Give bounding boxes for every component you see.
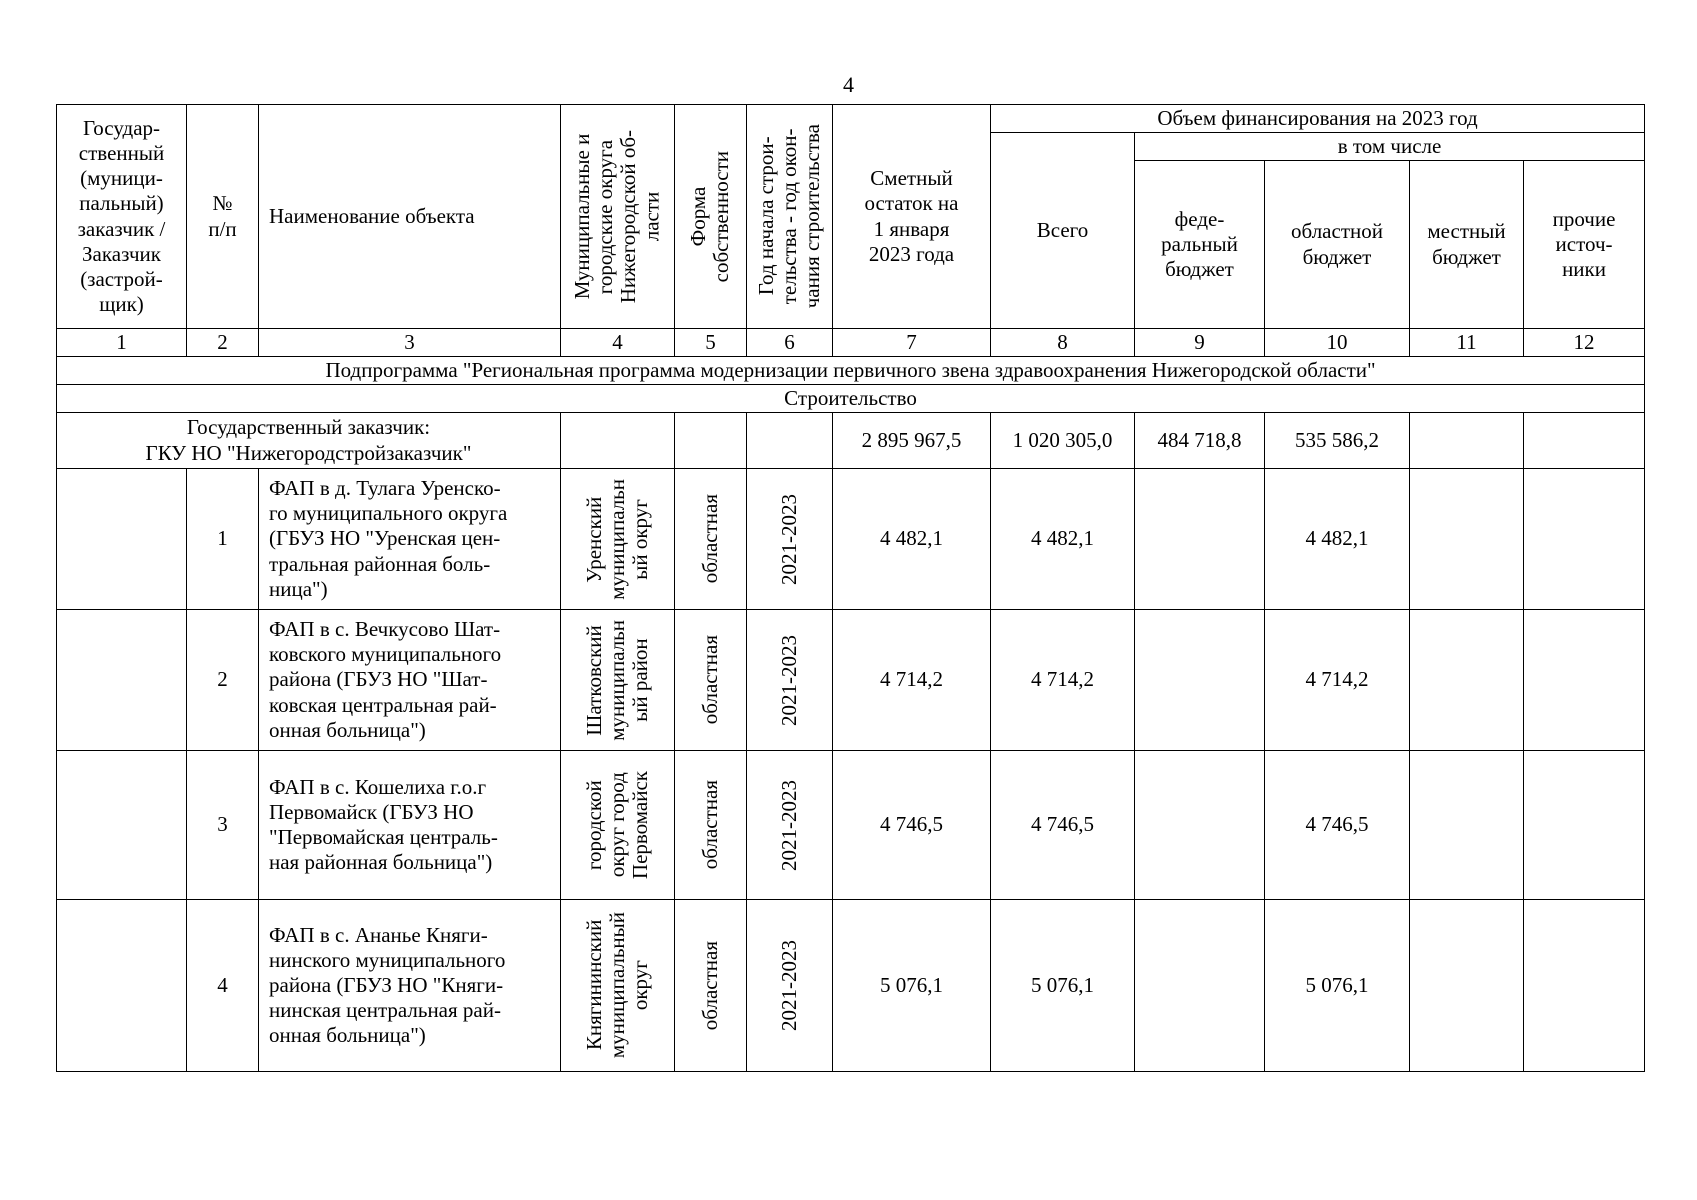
estimate: 4 482,1 (833, 469, 991, 610)
column-number: 3 (259, 329, 561, 357)
header-years-line: тельства - год окон- (776, 128, 801, 305)
header-estimate (833, 105, 991, 329)
table-cell (1524, 469, 1645, 610)
years-text: 2021-2023 (776, 493, 801, 585)
header-federal (1135, 161, 1265, 329)
header-regional (1265, 161, 1410, 329)
customer-label-line: ГКУ НО "Нижегородстройзаказчик" (145, 440, 472, 465)
object-name-line: ковская центральная рай- (269, 692, 497, 717)
header-customer-line: заказчик / (77, 216, 166, 241)
customer-total: 1 020 305,0 (991, 413, 1135, 469)
object-name-line: ница") (269, 576, 328, 601)
header-district-line: Нижегородской об- (616, 129, 641, 304)
estimate: 4 714,2 (833, 610, 991, 751)
ownership (675, 469, 747, 610)
ownership-text: областная (697, 780, 722, 870)
header-district-line: Муниципальные и (570, 133, 595, 300)
ownership-text: областная (697, 940, 722, 1031)
header-years (747, 105, 833, 329)
header-ownership (675, 105, 747, 329)
regional: 4 482,1 (1265, 469, 1410, 610)
table-cell (57, 900, 187, 1072)
column-number-row (57, 329, 1645, 357)
header-district-line: ласти (639, 191, 664, 242)
header-number (187, 105, 259, 329)
object-name-line: района (ГБУЗ НО "Княги- (269, 972, 504, 997)
district (561, 469, 675, 610)
district-line: Первомайск (628, 770, 653, 880)
page-number: 4 (843, 72, 854, 97)
table-cell (57, 469, 187, 610)
district-line: муниципальн (604, 478, 629, 600)
customer-regional: 535 586,2 (1265, 413, 1410, 469)
table-row (57, 469, 1645, 610)
years-text: 2021-2023 (776, 940, 801, 1031)
header-ownership-line: собственности (709, 150, 734, 283)
header-customer-line: Заказчик (82, 241, 161, 266)
column-number: 1 (57, 329, 187, 357)
row-number: 3 (187, 751, 259, 900)
column-number: 5 (675, 329, 747, 357)
column-number: 4 (561, 329, 675, 357)
table-cell (1410, 751, 1524, 900)
customer-federal: 484 718,8 (1135, 413, 1265, 469)
ownership-text: областная (697, 635, 722, 725)
years-text: 2021-2023 (776, 779, 801, 871)
district (561, 610, 675, 751)
header-object-name: Наименование объекта (259, 105, 561, 329)
table-cell (1135, 610, 1265, 751)
regional: 4 746,5 (1265, 751, 1410, 900)
district-line: муниципальн (604, 619, 629, 741)
header-local-line: местный (1427, 219, 1506, 244)
header-regional-line: областной (1291, 219, 1383, 244)
district-line: Шатковский (581, 624, 606, 736)
header-federal-line: бюджет (1165, 257, 1234, 282)
column-number: 7 (833, 329, 991, 357)
object-name-line: "Первомайская централь- (269, 825, 498, 849)
object-name-line: ФАП в с. Кошелиха г.о.г (269, 774, 487, 799)
header-customer-line: (застрой- (80, 266, 163, 291)
total: 4 746,5 (991, 751, 1135, 900)
header-other-line: прочие (1552, 206, 1616, 231)
header-total: Всего (991, 133, 1135, 329)
header-district-line: городские округа (593, 139, 618, 294)
table-cell (1410, 900, 1524, 1072)
district (561, 900, 675, 1072)
regional: 5 076,1 (1265, 900, 1410, 1072)
customer-row (57, 413, 1645, 469)
header-other-line: источ- (1555, 231, 1613, 256)
years (747, 900, 833, 1072)
district-line: округ (628, 960, 653, 1011)
table-cell (561, 413, 675, 469)
header-years-line: Год начала строи- (753, 137, 778, 296)
district-line: ый округ (628, 498, 653, 580)
column-number: 10 (1265, 329, 1410, 357)
object-name-line: ФАП в с. Вечкусово Шат- (269, 617, 501, 642)
years-text: 2021-2023 (776, 634, 801, 726)
column-number: 12 (1524, 329, 1645, 357)
funding-table (56, 104, 1645, 1072)
header-estimate-line: 1 января (873, 216, 950, 241)
table-row (57, 751, 1645, 900)
header-other-line: ники (1562, 257, 1606, 282)
header-customer-line: пальный) (79, 191, 164, 216)
table-cell (57, 751, 187, 900)
column-number: 8 (991, 329, 1135, 357)
object-name (259, 469, 561, 610)
customer-label (57, 413, 561, 469)
ownership (675, 900, 747, 1072)
header-customer (57, 105, 187, 329)
column-number: 6 (747, 329, 833, 357)
district (561, 751, 675, 900)
header-other (1524, 161, 1645, 329)
header-customer-line: ственный (78, 140, 165, 165)
object-name-line: онная больница") (269, 1023, 426, 1048)
header-including: в том числе (1135, 133, 1645, 161)
object-name-line: ФАП в д. Тулага Уренско- (269, 476, 501, 501)
object-name (259, 751, 561, 900)
header-local-line: бюджет (1432, 244, 1501, 269)
header-customer-line: щик) (99, 292, 144, 317)
header-ownership-line: Форма (686, 186, 711, 247)
object-name-line: нинского муниципального (269, 947, 506, 972)
years (747, 610, 833, 751)
years (747, 751, 833, 900)
object-name-line: тральная районная боль- (269, 551, 491, 576)
object-name-line: (ГБУЗ НО "Уренская цен- (269, 526, 501, 551)
header-estimate-line: Сметный (870, 166, 953, 191)
table-row (57, 900, 1645, 1072)
table-cell (1135, 469, 1265, 610)
total: 5 076,1 (991, 900, 1135, 1072)
district-line: округ город (604, 772, 629, 878)
column-number: 11 (1410, 329, 1524, 357)
table-cell (1135, 900, 1265, 1072)
header-district (561, 105, 675, 329)
header-estimate-line: 2023 года (868, 241, 955, 266)
header-local (1410, 161, 1524, 329)
table-cell (1135, 751, 1265, 900)
table-cell (747, 413, 833, 469)
header-federal-line: ральный (1161, 231, 1238, 256)
header-funding: Объем финансирования на 2023 год (991, 105, 1645, 133)
table-row (57, 610, 1645, 751)
table-cell (1410, 610, 1524, 751)
column-number: 2 (187, 329, 259, 357)
section-row (57, 385, 1645, 413)
object-name-line: Первомайск (ГБУЗ НО (269, 799, 474, 824)
header-number-line: № (212, 191, 233, 216)
object-name-line: ковского муниципального (269, 642, 502, 667)
row-number: 2 (187, 610, 259, 751)
object-name (259, 900, 561, 1072)
object-name-line: ная районная больница") (269, 850, 493, 875)
header-number-line: п/п (208, 216, 237, 241)
table-cell (1410, 469, 1524, 610)
row-number: 4 (187, 900, 259, 1072)
table-cell (1524, 610, 1645, 751)
object-name-line: го муниципального округа (269, 501, 508, 526)
district-line: ый район (628, 638, 653, 722)
customer-label-line: Государственный заказчик: (186, 415, 431, 440)
header-row-1 (57, 105, 1645, 133)
district-line: городской (581, 780, 606, 870)
row-number: 1 (187, 469, 259, 610)
object-name-line: нинская центральная рай- (269, 998, 501, 1023)
header-customer-line: (муници- (80, 166, 163, 191)
header-regional-line: бюджет (1302, 244, 1372, 269)
subprogram-title: Подпрограмма "Региональная программа модернизации первичного звена здравоохранения Нижегородской области" (57, 357, 1645, 385)
table-cell (675, 413, 747, 469)
ownership (675, 751, 747, 900)
ownership (675, 610, 747, 751)
estimate: 4 746,5 (833, 751, 991, 900)
estimate: 5 076,1 (833, 900, 991, 1072)
district-line: Уренский (581, 495, 606, 583)
subprogram-row (57, 357, 1645, 385)
section-title: Строительство (57, 385, 1645, 413)
object-name-line: онная больница") (269, 717, 426, 742)
header-federal-line: феде- (1174, 206, 1225, 231)
header-customer-line: Государ- (82, 115, 161, 140)
ownership-text: областная (697, 494, 722, 584)
table-cell (57, 610, 187, 751)
total: 4 482,1 (991, 469, 1135, 610)
table-cell (1524, 751, 1645, 900)
object-name-line: района (ГБУЗ НО "Шат- (269, 667, 488, 692)
table-cell (1524, 900, 1645, 1072)
table-cell (1524, 413, 1645, 469)
district-line: муниципальный (604, 912, 629, 1059)
years (747, 469, 833, 610)
column-number: 9 (1135, 329, 1265, 357)
total: 4 714,2 (991, 610, 1135, 751)
object-name (259, 610, 561, 751)
customer-estimate: 2 895 967,5 (833, 413, 991, 469)
district-line: Княгининский (581, 920, 606, 1051)
header-estimate-line: остаток на (864, 191, 959, 216)
object-name-line: ФАП в с. Ананье Княги- (269, 922, 488, 947)
regional: 4 714,2 (1265, 610, 1410, 751)
table-cell (1410, 413, 1524, 469)
header-years-line: чания строительства (800, 124, 825, 309)
